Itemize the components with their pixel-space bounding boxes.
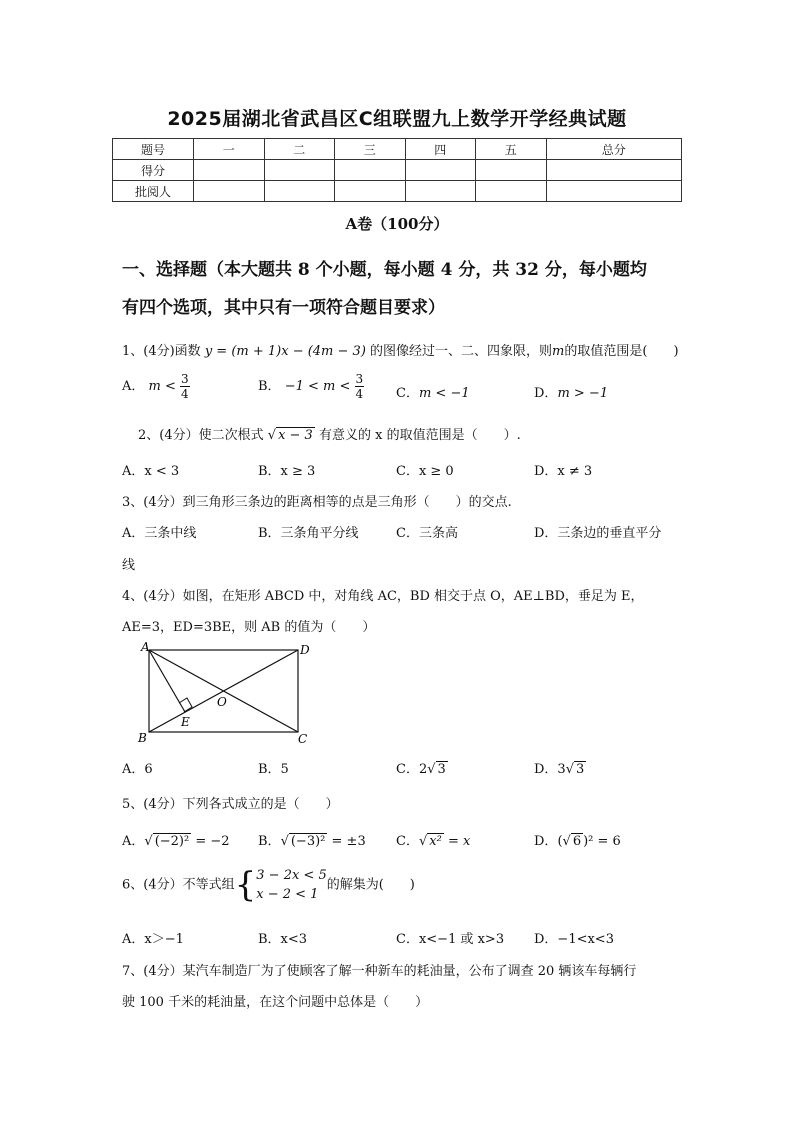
- q6-prefix: 6、(4分）不等式组: [122, 877, 235, 893]
- question-2-stem: [138, 424, 521, 443]
- paren-open: (: [557, 834, 563, 849]
- q3-option-d-wrap: 线: [122, 558, 136, 573]
- q6-option-a[interactable]: A．x＞−1: [122, 932, 184, 947]
- option-label: D．: [534, 386, 558, 401]
- q2-radicand: x − 3: [278, 428, 313, 443]
- label-d: D: [300, 643, 310, 657]
- q6-option-d[interactable]: D．−1<x<3: [534, 932, 614, 947]
- option-label: C．: [396, 834, 419, 849]
- q2-option-a[interactable]: A．x < 3: [122, 464, 180, 479]
- score-table-header-cell: 五: [476, 139, 547, 160]
- option-rhs: )² = 6: [583, 834, 621, 849]
- numerator: 3: [355, 372, 364, 386]
- section-heading-line1: 一、选择题（本大题共 8 个小题，每小题 4 分，共 32 分，每小题均: [122, 260, 647, 280]
- score-table-row: [113, 181, 682, 202]
- volume-heading: A卷（100分）: [345, 215, 449, 233]
- q5-option-b[interactable]: B．√ (−3)² = ±3: [258, 834, 366, 849]
- option-label: C．2: [396, 762, 428, 777]
- rectangle-figure: [132, 640, 322, 748]
- q4-option-b[interactable]: B．5: [258, 762, 289, 777]
- q4-option-c[interactable]: C．2√ 3: [396, 762, 446, 777]
- q4-option-a[interactable]: A．6: [122, 762, 153, 777]
- question-3-stem: 3、(4分）到三角形三条边的距离相等的点是三角形（ ）的交点.: [122, 495, 512, 510]
- score-cell[interactable]: [264, 181, 335, 202]
- radicand: x²: [429, 834, 442, 849]
- question-1-stem: [122, 340, 679, 359]
- score-cell[interactable]: [335, 160, 406, 181]
- score-table-row-label: 批阅人: [113, 181, 194, 202]
- radicand: (−3)²: [290, 834, 326, 849]
- q1-option-b[interactable]: [258, 372, 364, 401]
- q6-option-c[interactable]: C．x<−1 或 x>3: [396, 932, 505, 947]
- option-label: B．: [258, 379, 281, 394]
- option-expr: m > −1: [557, 386, 609, 401]
- q2-option-c[interactable]: C．x ≥ 0: [396, 464, 454, 479]
- q1-var: m: [552, 344, 565, 359]
- option-label: C．: [396, 386, 419, 401]
- score-table-header-cell: 四: [405, 139, 476, 160]
- option-rhs: = ±3: [331, 834, 366, 849]
- q6-option-b[interactable]: B．x<3: [258, 932, 308, 947]
- option-expr: m <: [148, 379, 176, 394]
- option-rhs: = x: [447, 834, 471, 849]
- numerator: 3: [181, 372, 189, 386]
- label-a: A: [141, 640, 150, 654]
- score-table-header-cell: 三: [335, 139, 406, 160]
- q5-option-d[interactable]: D．(√ 6 )² = 6: [534, 834, 621, 849]
- score-table: [112, 138, 682, 202]
- radicand: (−2)²: [154, 834, 190, 849]
- inequality-1: 3 − 2x < 5: [256, 868, 327, 883]
- inequality-system: [256, 866, 326, 904]
- denominator: 4: [355, 387, 364, 401]
- score-cell[interactable]: [546, 160, 682, 181]
- question-7-line2: 驶 100 千米的耗油量，在这个问题中总体是（ ）: [122, 995, 429, 1010]
- option-expr: −1 < m <: [284, 379, 351, 394]
- option-label: D．3: [534, 762, 566, 777]
- radicand: 6: [572, 834, 582, 849]
- question-5-stem: 5、(4分）下列各式成立的是（ ）: [122, 797, 339, 812]
- score-cell[interactable]: [476, 181, 547, 202]
- option-label: A．: [122, 834, 145, 849]
- q2-suffix: 有意义的 x 的取值范围是（ ）.: [318, 428, 521, 443]
- inequality-2: x − 2 < 1: [256, 887, 319, 902]
- fraction: [355, 372, 365, 401]
- label-b: B: [138, 731, 147, 745]
- q6-suffix: 的解集为( ): [326, 877, 415, 893]
- fraction: [180, 372, 190, 401]
- label-c: C: [298, 732, 308, 746]
- score-table-header-cell: 一: [194, 139, 265, 160]
- q4-option-d[interactable]: D．3√ 3: [534, 762, 585, 777]
- label-e: E: [181, 715, 190, 729]
- score-table-header-row: [113, 139, 682, 160]
- score-table-header-cell: 二: [264, 139, 335, 160]
- q1-option-d[interactable]: [534, 382, 608, 401]
- score-cell[interactable]: [194, 181, 265, 202]
- q1-prefix: 1、(4分)函数: [122, 344, 201, 359]
- option-rhs: = −2: [195, 834, 230, 849]
- q3-option-c[interactable]: C．三条高: [396, 526, 458, 541]
- score-cell[interactable]: [405, 181, 476, 202]
- score-cell[interactable]: [546, 181, 682, 202]
- q1-option-c[interactable]: [396, 382, 470, 401]
- q3-option-a[interactable]: A．三条中线: [122, 526, 197, 541]
- score-table-header-cell: 题号: [113, 139, 194, 160]
- score-cell[interactable]: [405, 160, 476, 181]
- section-heading-line2: 有四个选项，其中只有一项符合题目要求）: [122, 298, 445, 318]
- q5-option-a[interactable]: A．√ (−2)² = −2: [122, 834, 230, 849]
- score-cell[interactable]: [335, 181, 406, 202]
- option-expr: m < −1: [418, 386, 470, 401]
- question-4-line2: AE=3，ED=3BE，则 AB 的值为（ ）: [122, 620, 376, 635]
- q1-suffix-b: 的取值范围是( ): [564, 344, 679, 359]
- option-label: D．: [534, 834, 558, 849]
- score-table-row: [113, 160, 682, 181]
- label-o: O: [217, 695, 227, 709]
- document-title: 2025届湖北省武昌区C组联盟九上数学开学经典试题: [167, 108, 627, 130]
- option-label: B．: [258, 834, 281, 849]
- radicand: 3: [437, 762, 446, 777]
- score-cell[interactable]: [194, 160, 265, 181]
- question-7-line1: 7、(4分）某汽车制造厂为了使顾客了解一种新车的耗油量，公布了调查 20 辆该车每辆行: [122, 964, 637, 979]
- q2-prefix: 2、(4分）使二次根式: [138, 428, 264, 443]
- score-cell[interactable]: [264, 160, 335, 181]
- q3-option-b[interactable]: B．三条角平分线: [258, 526, 359, 541]
- q1-suffix-a: 的图像经过一、二、四象限，则: [370, 344, 553, 359]
- q5-option-c[interactable]: C．√ x² = x: [396, 834, 471, 849]
- q1-option-a[interactable]: [122, 372, 190, 401]
- radicand: 3: [576, 762, 585, 777]
- q3-option-d[interactable]: D．三条边的垂直平分: [534, 526, 662, 541]
- score-table-row-label: 得分: [113, 160, 194, 181]
- q2-option-b[interactable]: B．x ≥ 3: [258, 464, 316, 479]
- q2-radical: √ x − 3: [267, 428, 313, 443]
- system-brace: {: [234, 865, 257, 905]
- question-6-stem: [122, 866, 415, 904]
- score-cell[interactable]: [476, 160, 547, 181]
- q1-formula: y = (m + 1)x − (4m − 3): [204, 344, 366, 359]
- score-table-header-cell: 总分: [546, 139, 682, 160]
- q2-option-d[interactable]: D．x ≠ 3: [534, 464, 593, 479]
- question-4-line1: 4、(4分）如图，在矩形 ABCD 中，对角线 AC，BD 相交于点 O，AE⊥BD，垂足为 E，: [122, 589, 644, 604]
- option-label: A．: [122, 379, 145, 394]
- denominator: 4: [181, 387, 189, 401]
